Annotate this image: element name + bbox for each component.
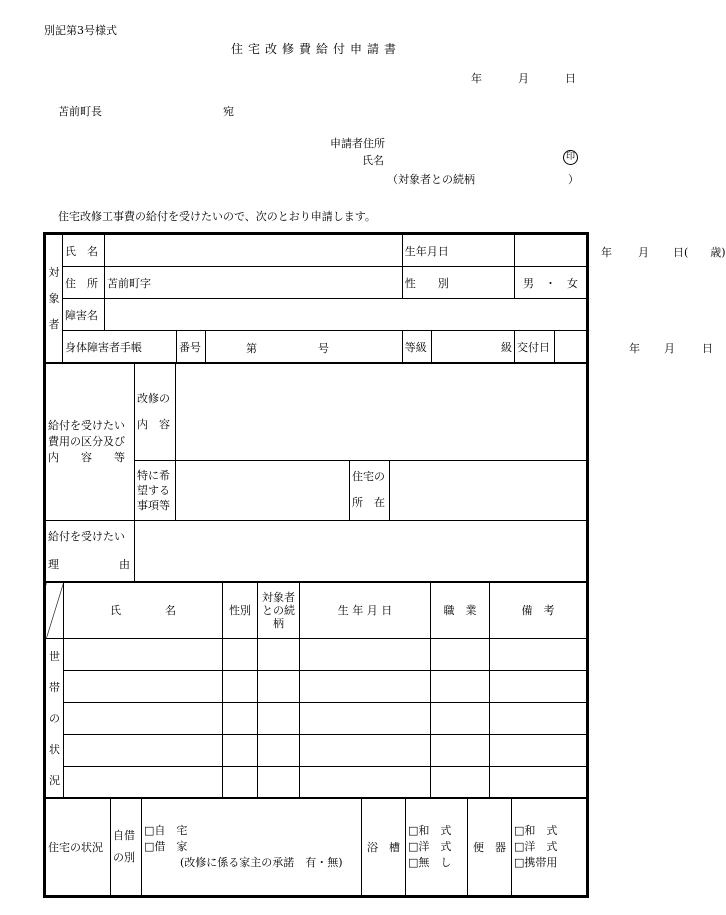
member-birth-cell[interactable]: [300, 702, 431, 734]
bath-western-checkbox[interactable]: □ 洋 式: [408, 840, 451, 853]
birth-field[interactable]: 年 月 日( 歳): [514, 235, 586, 267]
application-form: [43, 232, 726, 898]
member-name-cell[interactable]: [64, 638, 223, 670]
col-name-header: 氏 名: [64, 582, 223, 638]
relation-label: （対象者との続柄: [387, 173, 475, 186]
handbook-label: 身体障害者手帳: [63, 331, 177, 363]
number-field[interactable]: 第 号: [206, 331, 403, 363]
grade-field[interactable]: 級: [431, 331, 514, 363]
house-location-field[interactable]: [390, 460, 587, 520]
member-note-cell[interactable]: [490, 702, 587, 734]
member-relation-cell[interactable]: [258, 734, 300, 766]
content-label: 改修の 内 容: [135, 363, 176, 460]
member-name-cell[interactable]: [64, 734, 223, 766]
member-relation-cell[interactable]: [258, 670, 300, 702]
sex-label: 性 別: [402, 267, 514, 299]
member-name-cell[interactable]: [64, 702, 223, 734]
own-rent-label: 自借 の別: [111, 798, 142, 896]
address-field[interactable]: 苫前町字: [105, 267, 403, 299]
member-note-cell[interactable]: [490, 734, 587, 766]
member-job-cell[interactable]: [431, 702, 490, 734]
date-year-label: 年: [471, 72, 482, 85]
member-sex-cell[interactable]: [223, 734, 258, 766]
member-sex-cell[interactable]: [223, 766, 258, 798]
own-house-checkbox[interactable]: □ 自 宅: [144, 824, 187, 837]
member-birth-cell[interactable]: [300, 638, 431, 670]
col-birth-header: 生 年 月 日: [300, 582, 431, 638]
member-relation-cell[interactable]: [258, 638, 300, 670]
issue-date-label: 交付日: [514, 331, 554, 363]
relation-close: ）: [568, 173, 579, 186]
grade-label: 等級: [402, 331, 431, 363]
birth-label: 生年月日: [402, 235, 514, 267]
housing-section: [45, 797, 587, 896]
member-note-cell[interactable]: [490, 670, 587, 702]
bath-none-checkbox[interactable]: □ 無 し: [408, 856, 451, 869]
member-job-cell[interactable]: [431, 766, 490, 798]
applicant-address-label: 申請者住所: [330, 137, 385, 150]
member-name-cell[interactable]: [64, 670, 223, 702]
member-relation-cell[interactable]: [258, 702, 300, 734]
col-note-header: 備 考: [490, 582, 587, 638]
toilet-options: [512, 798, 587, 896]
household-side-label: 世 帯 の 状 況: [46, 638, 64, 798]
wish-field[interactable]: [176, 460, 350, 520]
name-field[interactable]: [105, 235, 403, 267]
member-job-cell[interactable]: [431, 638, 490, 670]
seal-mark-icon: 印: [563, 150, 578, 165]
page-title: 住宅改修費給付申請書: [231, 42, 402, 56]
issue-date-field[interactable]: 年 月 日: [554, 331, 586, 363]
toilet-label: 便 器: [468, 798, 512, 896]
form-number: 別記第3号様式: [44, 24, 117, 37]
application-statement: 住宅改修工事費の給付を受けたいので、次のとおり申請します。: [58, 210, 376, 223]
number-label: 番号: [177, 331, 206, 363]
col-sex-header: 性別: [223, 582, 258, 638]
member-job-cell[interactable]: [431, 734, 490, 766]
landlord-approval[interactable]: (改修に係る家主の承諾 有・無): [180, 856, 343, 869]
own-rent-options: [142, 798, 362, 896]
addressee: 苫前町長: [58, 105, 102, 118]
sex-field[interactable]: 男 ・ 女: [514, 267, 586, 299]
col-relation-header: 対象者との続柄: [258, 582, 300, 638]
household-section: [45, 581, 587, 799]
reason-field[interactable]: [135, 520, 587, 582]
toilet-western-checkbox[interactable]: □ 洋 式: [514, 840, 557, 853]
toilet-portable-checkbox[interactable]: □ 携帯用: [514, 856, 557, 869]
household-corner-cell: [46, 582, 64, 638]
house-location-label: 住宅の 所 在: [350, 460, 390, 520]
member-birth-cell[interactable]: [300, 766, 431, 798]
name-label: 氏 名: [63, 235, 105, 267]
bath-options: [406, 798, 468, 896]
date-day-label: 日: [565, 72, 576, 85]
bath-japanese-checkbox[interactable]: □ 和 式: [408, 824, 451, 837]
rented-house-checkbox[interactable]: □ 借 家: [144, 840, 187, 853]
addressee-suffix: 宛: [223, 105, 234, 118]
member-job-cell[interactable]: [431, 670, 490, 702]
date-month-label: 月: [518, 72, 529, 85]
col-job-header: 職 業: [431, 582, 490, 638]
member-name-cell[interactable]: [64, 766, 223, 798]
wish-label: 特に希 望する 事項等: [135, 460, 176, 520]
member-sex-cell[interactable]: [223, 638, 258, 670]
housing-label: 住宅の状況: [46, 798, 111, 896]
disability-field[interactable]: [105, 299, 587, 331]
applicant-name-label: 氏名: [362, 154, 384, 167]
toilet-japanese-checkbox[interactable]: □ 和 式: [514, 824, 557, 837]
benefit-section: [45, 362, 587, 583]
subject-section: [45, 234, 726, 363]
address-label: 住 所: [63, 267, 105, 299]
reason-label: 給付を受けたい 理 由: [46, 520, 135, 582]
subject-section-label: 対 象 者: [46, 235, 63, 363]
member-sex-cell[interactable]: [223, 670, 258, 702]
member-sex-cell[interactable]: [223, 702, 258, 734]
disability-label: 障害名: [63, 299, 105, 331]
benefit-category-label: 給付を受けたい費用の区分及び内 容 等: [46, 363, 135, 520]
member-note-cell[interactable]: [490, 638, 587, 670]
member-birth-cell[interactable]: [300, 734, 431, 766]
member-birth-cell[interactable]: [300, 670, 431, 702]
content-field[interactable]: [176, 363, 587, 460]
member-relation-cell[interactable]: [258, 766, 300, 798]
member-note-cell[interactable]: [490, 766, 587, 798]
bath-label: 浴 槽: [362, 798, 406, 896]
